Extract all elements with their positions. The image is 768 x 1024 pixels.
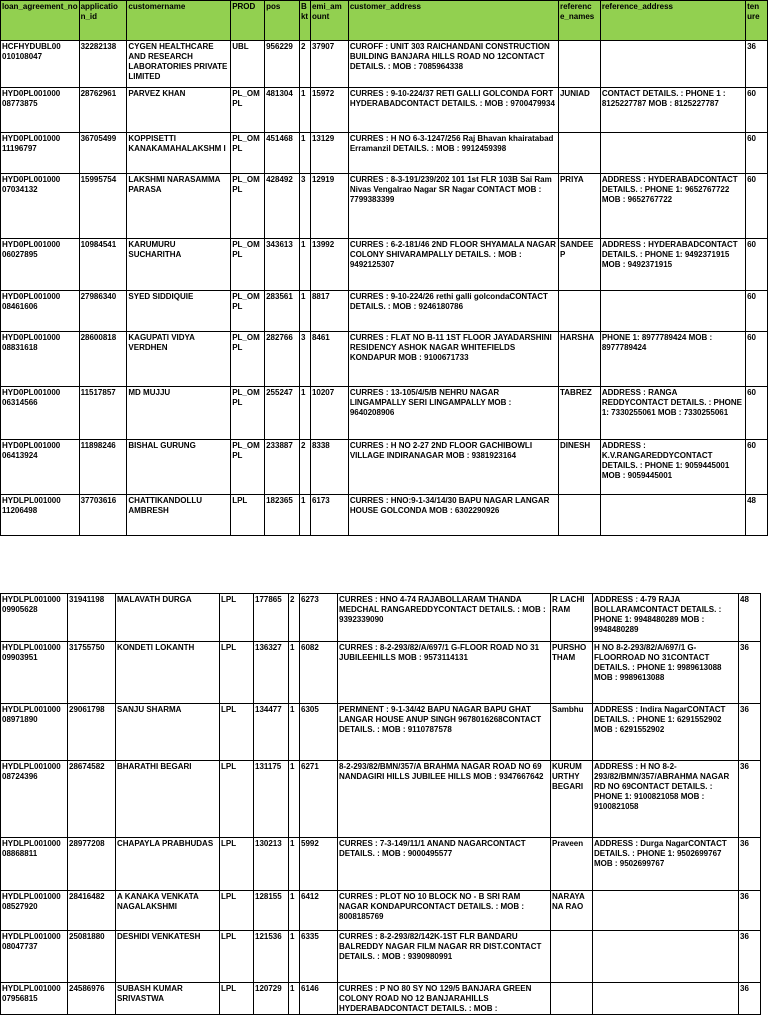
customer-address-cell: CURRES : HNO:9-1-34/14/30 BAPU NAGAR LANGAR HOUSE GOLCONDA MOB : 6302290926 [348,495,558,536]
pos-value-cell: 177865 [254,594,289,642]
loan-agreement-no-cell: HYD0PL001000 07034132 [1,174,80,239]
emi-amount-cell: 10207 [310,387,348,440]
customer-address-cell: CURRES : 8-2-293/82/142K-1ST FLR BANDARU BALREDDY NAGAR FILM NAGAR RR DIST.CONTACT DETAILS. : MOB : 9390980991 [338,931,551,983]
tenure-cell: 60 [746,133,768,174]
customer-name-cell: CHAPAYLA PRABHUDAS [116,838,220,891]
pos-value-cell: 282766 [265,332,300,387]
product-cell: LPL [220,704,254,761]
customer-address-cell: CURRES : FLAT NO B-11 1ST FLOOR JAYADARSHINI RESIDENCY ASHOK NAGAR WHITEFIELDS KONDAPUR MOB : 9100671733 [348,332,558,387]
emi-amount-cell: 5992 [300,838,338,891]
reference-address-cell: ADDRESS : HYDERABADCONTACT DETAILS. : PHONE 1: 9492371915 MOB : 9492371915 [600,239,745,291]
tenure-cell: 36 [739,983,761,1015]
product-cell: PL_OM PL [231,88,265,133]
customer-name-cell: MALAVATH DURGA [116,594,220,642]
pos-value-cell: 956229 [265,41,300,88]
pos-value-cell: 130213 [254,838,289,891]
col-header: customer_address [348,1,558,41]
customer-name-cell: BISHAL GURUNG [127,440,231,495]
tenure-cell: 36 [739,838,761,891]
bucket-cell: 1 [289,931,300,983]
application-id-cell: 28977208 [68,838,116,891]
customer-address-cell: CURRES : H NO 6-3-1247/256 Raj Bhavan khairatabad Erramanzil DETAILS. : MOB : 9912459398 [348,133,558,174]
table-row [1,891,761,931]
product-cell: LPL [220,642,254,704]
customer-name-cell: KAGUPATI VIDYA VERDHEN [127,332,231,387]
bucket-cell: 1 [299,133,310,174]
header-row [1,1,768,41]
pos-value-cell: 121536 [254,931,289,983]
reference-address-cell: PHONE 1: 8977789424 MOB : 8977789424 [600,332,745,387]
customer-address-cell: CURRES : H NO 2-27 2ND FLOOR GACHIBOWLI VILLAGE INDIRANAGAR MOB : 9381923164 [348,440,558,495]
application-id-cell: 31755750 [68,642,116,704]
product-cell: LPL [220,761,254,838]
customer-name-cell: A KANAKA VENKATA NAGALAKSHMI [116,891,220,931]
loan-agreement-no-cell: HYDLPL001000 08527920 [1,891,68,931]
loan-agreement-no-cell: HCFHYDUBL00 010108047 [1,41,80,88]
emi-amount-cell: 6305 [300,704,338,761]
pos-value-cell: 128155 [254,891,289,931]
pos-value-cell: 451468 [265,133,300,174]
reference-name-cell [558,41,600,88]
reference-name-cell [558,291,600,332]
tenure-cell: 60 [746,332,768,387]
emi-amount-cell: 6273 [300,594,338,642]
table-row [1,239,768,291]
customer-name-cell: MD MUJJU [127,387,231,440]
tenure-cell: 60 [746,440,768,495]
application-id-cell: 24586976 [68,983,116,1015]
table-row [1,983,761,1015]
customer-name-cell: SYED SIDDIQUIE [127,291,231,332]
application-id-cell: 28674582 [68,761,116,838]
col-header: referenc e_names [558,1,600,41]
product-cell: PL_OM PL [231,291,265,332]
application-id-cell: 25081880 [68,931,116,983]
pos-value-cell: 428492 [265,174,300,239]
reference-name-cell: Praveen [551,838,593,891]
pos-value-cell: 136327 [254,642,289,704]
reference-name-cell [558,495,600,536]
product-cell: LPL [220,983,254,1015]
application-id-cell: 28416482 [68,891,116,931]
application-id-cell: 10984541 [79,239,127,291]
application-id-cell: 32282138 [79,41,127,88]
reference-name-cell: TABREZ [558,387,600,440]
col-header: B kt [299,1,310,41]
customer-name-cell: KOPPISETTI KANAKAMAHALAKSHM I [127,133,231,174]
customer-name-cell: CHATTIKANDOLLU AMBRESH [127,495,231,536]
bucket-cell: 1 [289,704,300,761]
tenure-cell: 60 [746,88,768,133]
customer-address-cell: CURRES : 6-2-181/46 2ND FLOOR SHYAMALA NAGAR COLONY SHIVARAMPALLY DETAILS. : MOB : 9492125307 [348,239,558,291]
bucket-cell: 1 [299,239,310,291]
customer-address-cell: CUROFF : UNIT 303 RAICHANDANI CONSTRUCTION BUILDING BANJARA HILLS ROAD NO 12CONTACT DETAILS. : MOB : 7085964338 [348,41,558,88]
customer-name-cell: DESHIDI VENKATESH [116,931,220,983]
product-cell: PL_OM PL [231,239,265,291]
customer-address-cell: CURRES : 13-105/4/5/B NEHRU NAGAR LINGAMPALLY SERI LINGAMPALLY MOB : 9640208906 [348,387,558,440]
pos-value-cell: 283561 [265,291,300,332]
loan-agreement-no-cell: HYD0PL001000 08461606 [1,291,80,332]
pos-value-cell: 120729 [254,983,289,1015]
emi-amount-cell: 12919 [310,174,348,239]
tenure-cell: 36 [739,642,761,704]
reference-address-cell [593,983,739,1015]
customer-name-cell: CYGEN HEALTHCARE AND RESEARCH LABORATORIES PRIVATE LIMITED [127,41,231,88]
bucket-cell: 1 [289,983,300,1015]
emi-amount-cell: 13129 [310,133,348,174]
bucket-cell: 1 [289,761,300,838]
reference-name-cell: Sambhu [551,704,593,761]
reference-address-cell [600,291,745,332]
table-row [1,440,768,495]
tenure-cell: 48 [746,495,768,536]
emi-amount-cell: 37907 [310,41,348,88]
bucket-cell: 2 [289,594,300,642]
product-cell: PL_OM PL [231,133,265,174]
tenure-cell: 36 [746,41,768,88]
col-header: PROD [231,1,265,41]
table-row [1,133,768,174]
bucket-cell: 1 [299,495,310,536]
bucket-cell: 1 [299,291,310,332]
application-id-cell: 37703616 [79,495,127,536]
emi-amount-cell: 13992 [310,239,348,291]
reference-address-cell: ADDRESS : H NO 8-2-293/82/BMN/357/ABRAHMA NAGAR RD NO 69CONTACT DETAILS. : PHONE 1: 9100821058 MOB : 9100821058 [593,761,739,838]
product-cell: LPL [220,931,254,983]
reference-address-cell [593,931,739,983]
table-row [1,291,768,332]
loan-agreement-no-cell: HYDLPL001000 08971890 [1,704,68,761]
product-cell: PL_OM PL [231,174,265,239]
reference-name-cell: PURSHO THAM [551,642,593,704]
reference-name-cell: HARSHA [558,332,600,387]
customer-address-cell: 8-2-293/82/BMN/357/A BRAHMA NAGAR ROAD NO 69 NANDAGIRI HILLS JUBILEE HILLS MOB : 9347667642 [338,761,551,838]
reference-address-cell: ADDRESS : 4-79 RAJA BOLLARAMCONTACT DETAILS. : PHONE 1: 9948480289 MOB : 9948480289 [593,594,739,642]
emi-amount-cell: 6146 [300,983,338,1015]
tenure-cell: 60 [746,239,768,291]
col-header: ten ure [746,1,768,41]
customer-address-cell: CURRES : 7-3-149/11/1 ANAND NAGARCONTACT DETAILS. : MOB : 9000495577 [338,838,551,891]
table-row [1,704,761,761]
bucket-cell: 3 [299,174,310,239]
reference-name-cell: NARAYA NA RAO [551,891,593,931]
application-id-cell: 27986340 [79,291,127,332]
product-cell: UBL [231,41,265,88]
loan-agreement-no-cell: HYDLPL001000 09903951 [1,642,68,704]
customer-name-cell: SANJU SHARMA [116,704,220,761]
customer-name-cell: SUBASH KUMAR SRIVASTWA [116,983,220,1015]
product-cell: LPL [231,495,265,536]
col-header: customername [127,1,231,41]
bucket-cell: 2 [299,440,310,495]
bucket-cell: 1 [289,838,300,891]
tenure-cell: 48 [739,594,761,642]
customer-address-cell: CURRES : 8-3-191/239/202 101 1st FLR 103B Sai Ram Nivas Vengalrao Nagar SR Nagar CONTACT MOB : 7799383399 [348,174,558,239]
bucket-cell: 3 [299,332,310,387]
reference-address-cell: ADDRESS : RANGA REDDYCONTACT DETAILS. : PHONE 1: 7330255061 MOB : 7330255061 [600,387,745,440]
tenure-cell: 36 [739,704,761,761]
loan-table-bottom [0,593,761,1015]
loan-agreement-no-cell: HYDLPL001000 07956815 [1,983,68,1015]
reference-name-cell: KURUM URTHY BEGARI [551,761,593,838]
product-cell: LPL [220,891,254,931]
emi-amount-cell: 8817 [310,291,348,332]
reference-address-cell [600,495,745,536]
reference-name-cell: R LACHI RAM [551,594,593,642]
customer-address-cell: PERMNENT : 9-1-34/42 BAPU NAGAR BAPU GHAT LANGAR HOUSE ANUP SINGH 9678016268CONTACT DETAILS. : MOB : 9110787578 [338,704,551,761]
loan-agreement-no-cell: HYDLPL001000 08868811 [1,838,68,891]
loan-agreement-no-cell: HYD0PL001000 06314566 [1,387,80,440]
reference-name-cell [551,931,593,983]
emi-amount-cell: 6271 [300,761,338,838]
reference-name-cell: PRIYA [558,174,600,239]
pos-value-cell: 255247 [265,387,300,440]
loan-agreement-no-cell: HYD0PL001000 06027895 [1,239,80,291]
bucket-cell: 1 [299,88,310,133]
bucket-cell: 2 [299,41,310,88]
product-cell: PL_OM PL [231,332,265,387]
pos-value-cell: 481304 [265,88,300,133]
customer-address-cell: CURRES : 9-10-224/37 RETI GALLI GOLCONDA FORT HYDERABADCONTACT DETAILS. : MOB : 9700479934 [348,88,558,133]
customer-name-cell: PARVEZ KHAN [127,88,231,133]
bucket-cell: 1 [289,642,300,704]
application-id-cell: 29061798 [68,704,116,761]
pos-value-cell: 233887 [265,440,300,495]
reference-name-cell: JUNIAD [558,88,600,133]
table-row [1,332,768,387]
table-row [1,594,761,642]
col-header: applicatio n_id [79,1,127,41]
loan-agreement-no-cell: HYD0PL001000 11196797 [1,133,80,174]
loan-agreement-no-cell: HYD0PL001000 08773875 [1,88,80,133]
product-cell: PL_OM PL [231,387,265,440]
col-header: pos [265,1,300,41]
loan-agreement-no-cell: HYD0PL001000 06413924 [1,440,80,495]
tenure-cell: 60 [746,387,768,440]
table-row [1,931,761,983]
application-id-cell: 11517857 [79,387,127,440]
product-cell: LPL [220,838,254,891]
emi-amount-cell: 6412 [300,891,338,931]
customer-name-cell: KONDETI LOKANTH [116,642,220,704]
table-row [1,642,761,704]
emi-amount-cell: 6335 [300,931,338,983]
reference-address-cell: ADDRESS : Indira NagarCONTACT DETAILS. : PHONE 1: 6291552902 MOB : 6291552902 [593,704,739,761]
application-id-cell: 15995754 [79,174,127,239]
customer-address-cell: CURRES : P NO 80 SY NO 129/5 BANJARA GREEN COLONY ROAD NO 12 BANJARAHILLS HYDERABADCONTACT DETAILS. : MOB : [338,983,551,1015]
customer-address-cell: CURRES : 9-10-224/26 rethi galli golcondaCONTACT DETAILS. : MOB : 9246180786 [348,291,558,332]
table-row [1,838,761,891]
emi-amount-cell: 6082 [300,642,338,704]
emi-amount-cell: 8338 [310,440,348,495]
loan-agreement-no-cell: HYDLPL001000 11206498 [1,495,80,536]
table-row [1,88,768,133]
bucket-cell: 1 [299,387,310,440]
customer-address-cell: CURRES : PLOT NO 10 BLOCK NO - B SRI RAM NAGAR KONDAPURCONTACT DETAILS. : MOB : 8008185769 [338,891,551,931]
tenure-cell: 36 [739,931,761,983]
tenure-cell: 36 [739,891,761,931]
col-header: reference_address [600,1,745,41]
application-id-cell: 31941198 [68,594,116,642]
reference-address-cell: H NO 8-2-293/82/A/697/1 G-FLOORROAD NO 31CONTACT DETAILS. : PHONE 1: 9989613088 MOB : 9989613088 [593,642,739,704]
reference-address-cell: ADDRESS : Durga NagarCONTACT DETAILS. : PHONE 1: 9502699767 MOB : 9502699767 [593,838,739,891]
loan-agreement-no-cell: HYD0PL001000 08831618 [1,332,80,387]
application-id-cell: 36705499 [79,133,127,174]
emi-amount-cell: 8461 [310,332,348,387]
reference-name-cell [558,133,600,174]
reference-name-cell [551,983,593,1015]
pos-value-cell: 343613 [265,239,300,291]
table-row [1,761,761,838]
customer-address-cell: CURRES : 8-2-293/82/A/697/1 G-FLOOR ROAD NO 31 JUBILEEHILLS MOB : 9573114131 [338,642,551,704]
tenure-cell: 60 [746,174,768,239]
reference-address-cell [600,41,745,88]
table-row [1,41,768,88]
col-header: emi_am ount [310,1,348,41]
loan-agreement-no-cell: HYDLPL001000 08724396 [1,761,68,838]
table-row [1,387,768,440]
application-id-cell: 28762961 [79,88,127,133]
customer-name-cell: LAKSHMI NARASAMMA PARASA [127,174,231,239]
customer-name-cell: KARUMURU SUCHARITHA [127,239,231,291]
pos-value-cell: 131175 [254,761,289,838]
loan-agreement-no-cell: HYDLPL001000 08047737 [1,931,68,983]
reference-address-cell: ADDRESS : HYDERABADCONTACT DETAILS. : PHONE 1: 9652767722 MOB : 9652767722 [600,174,745,239]
tenure-cell: 60 [746,291,768,332]
reference-address-cell [593,891,739,931]
pos-value-cell: 134477 [254,704,289,761]
emi-amount-cell: 6173 [310,495,348,536]
reference-name-cell: DINESH [558,440,600,495]
customer-name-cell: BHARATHI BEGARI [116,761,220,838]
table-row [1,174,768,239]
reference-address-cell: ADDRESS : K.V.RANGAREDDYCONTACT DETAILS. : PHONE 1: 9059445001 MOB : 9059445001 [600,440,745,495]
emi-amount-cell: 15972 [310,88,348,133]
product-cell: PL_OM PL [231,440,265,495]
loan-agreement-no-cell: HYDLPL001000 09905628 [1,594,68,642]
product-cell: LPL [220,594,254,642]
application-id-cell: 11898246 [79,440,127,495]
bucket-cell: 1 [289,891,300,931]
tenure-cell: 36 [739,761,761,838]
pos-value-cell: 182365 [265,495,300,536]
reference-name-cell: SANDEE P [558,239,600,291]
customer-address-cell: CURRES : HNO 4-74 RAJABOLLARAM THANDA MEDCHAL RANGAREDDYCONTACT DETAILS. : MOB : 9392339090 [338,594,551,642]
table-row [1,495,768,536]
reference-address-cell: CONTACT DETAILS. : PHONE 1 : 8125227787 MOB : 8125227787 [600,88,745,133]
col-header: loan_agreement_no [1,1,80,41]
application-id-cell: 28600818 [79,332,127,387]
reference-address-cell [600,133,745,174]
